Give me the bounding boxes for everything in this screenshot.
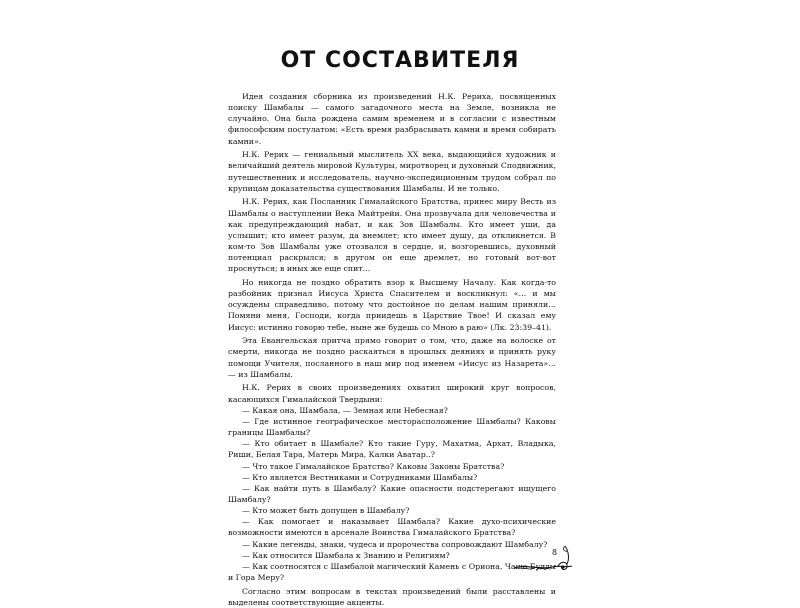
question-item: — Кто обитает в Шамбале? Кто такие Гуру, Махатма, Архат, Владыка, Риши, Белая Тара, Матерь Мира, Калки Аватар..? [228, 439, 556, 460]
question-item: — Как соотносятся с Шамбалой магический Камень с Ориона, Чаша Будды и Гора Меру? [228, 561, 557, 583]
question-item: — Кто может быть допущен в Шамбалу? [242, 506, 410, 516]
paragraph-intro: Идея создания сборника из произведений Н.К. Рериха, посвященных поиску Шамбалы — самого загадочного места на Земле, возникла не случайно. Она была рождена самим временем и в согласии с известным философским постулатом: «Есть время разбрасывать камни и время собирать камни». [228, 92, 556, 146]
paragraph-questions-intro: Н.К. Рерих в своих произведениях охватил широкий круг вопросов, касающихся Гималайской Твердыни: [228, 383, 556, 404]
paragraph-messenger: Н.К. Рерих, как Посланник Гималайского Братства, принес миру Весть из Шамбалы о наступлении Века Майтрейи. Она прозвучала для человечества и как предупреждающий набат, и как Зов Шамбалы. Кто имеет уши, да услышит; кто имеет разум, да внемлет; кто имеет душу, да откликнется. В ком-то Зов Шамбалы уже отозвался в сердце, и, возгоревшись, духовный потенциал раскрылся; в другом он еще дремлет, но готовый вот-вот проснуться; в иных же еще спит… [228, 197, 556, 274]
question-item: — Какие легенды, знаки, чудеса и пророчества сопровождают Шамбалу? [242, 539, 548, 549]
question-item: — Кто является Вестниками и Сотрудниками Шамбалы? [242, 472, 478, 482]
paragraph-conclusion: Согласно этим вопросам в текстах произведений были расставлены и выделены соответствующие акценты. [228, 586, 556, 607]
question-item: — Какая она, Шамбала, — Земная или Небесная? [242, 405, 448, 415]
question-item: — Как найти путь в Шамбалу? Какие опасности подстерегают ищущего Шамбалу? [228, 483, 556, 504]
question-item: — Где истинное географическое месторасположение Шамбалы? Каковы границы Шамбалы? [228, 416, 556, 438]
paragraph-roerich-thinker: Н.К. Рерих — гениальный мыслитель XX века, выдающийся художник и величайший деятель мировой Культуры, миротворец и духовный Сподвижник, путешественник и исследователь, научно-экспедиционным трудом собрал по крупицам доказательства существования Шамбалы. И не только. [228, 150, 557, 193]
page-title: ОТ СОСТАВИТЕЛЯ [280, 48, 520, 73]
floral-flourish-icon [512, 540, 576, 574]
paragraph-parable: Эта Евангельская притча прямо говорит о том, что, даже на волоске от смерти, никогда не поздно раскаяться в прошлых деяниях и принять руку помощи Учителя, посланного в наш мир под именем «Иисус из Назарета»… — из Шамбалы. [228, 336, 556, 379]
paragraph-never-late: Но никогда не поздно обратить взор к Высшему Началу. Как когда-то разбойник признал Иисуса Христа Спасителем и воскликнул: «… и мы осуждены справедливо, потому что достойное по делам нашим приняли… Помяни меня, Господи, когда приидешь в Царствие Твое! И сказал ему Иисус: истинно говорю тебе, ныне же будешь со Мною в раю» (Лк. 23:39–41). [228, 278, 556, 332]
body-text [228, 91, 556, 608]
question-item: — Что такое Гималайское Братство? Каковы Законы Братства? [242, 461, 505, 471]
page-number: 8 [552, 548, 558, 557]
question-item: — Как относится Шамбала к Знанию и Религиям? [242, 550, 450, 560]
question-item: — Как помогает и наказывает Шамбала? Какие духо-психические возможности имеются в арсенале Воинства Гималайского Братства? [228, 517, 556, 538]
